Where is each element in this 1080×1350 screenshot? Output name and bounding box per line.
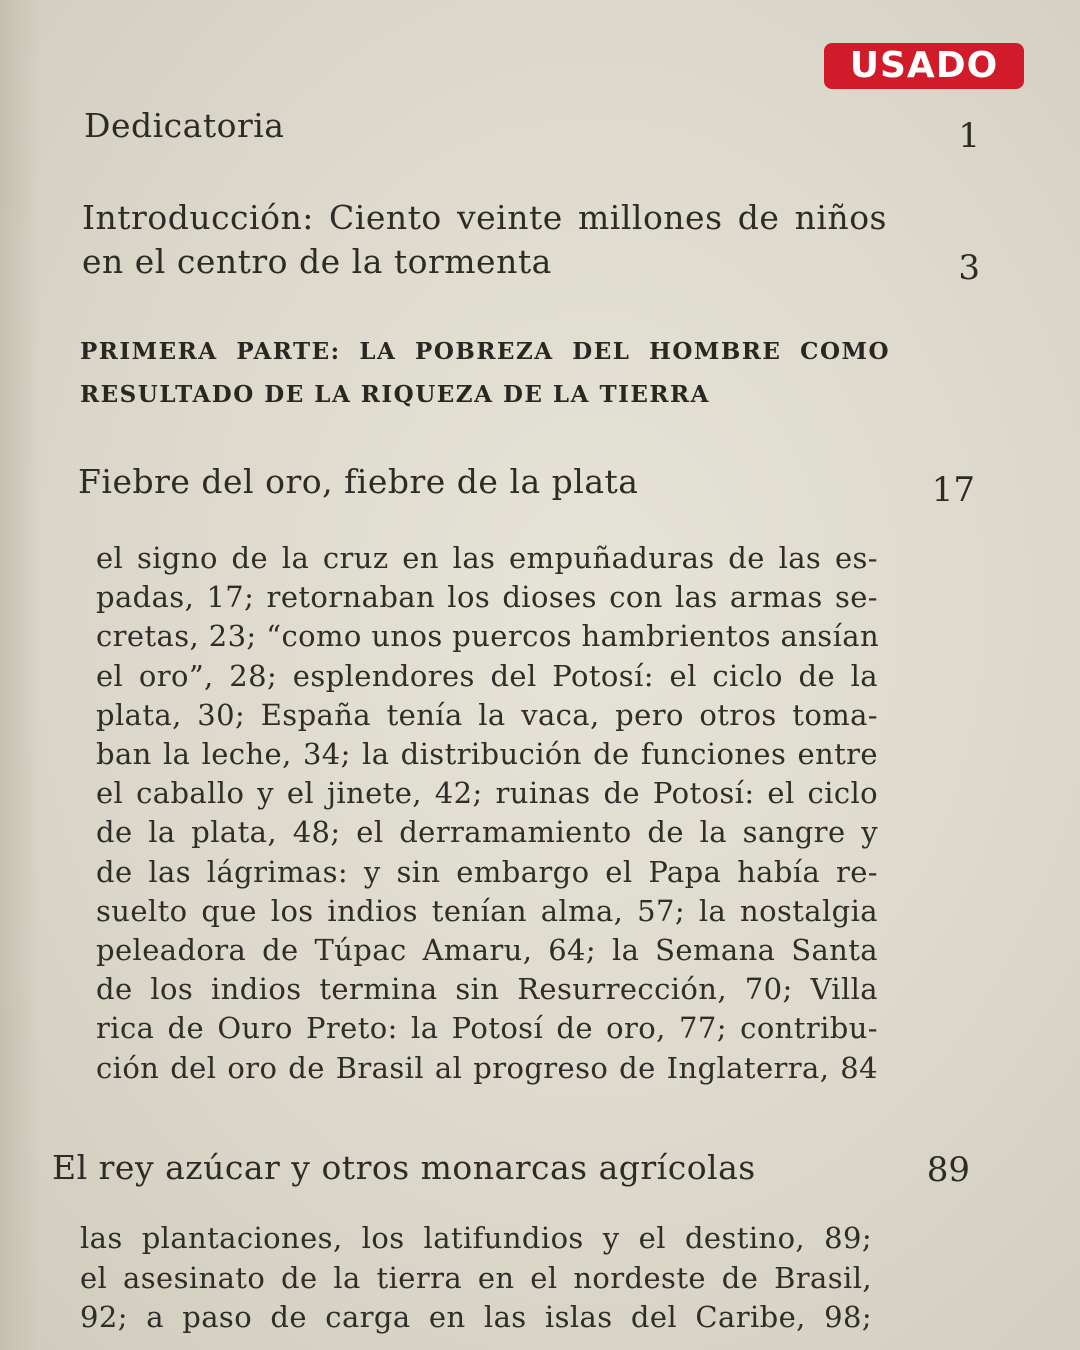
summary-line: ban la leche, 34; la distribución de funciones entre: [96, 737, 878, 772]
summary-line: ción del oro de Brasil al progreso de Inglaterra, 84: [96, 1050, 878, 1085]
toc-entry-rey-azucar-title: El rey azúcar y otros monarcas agrícolas: [52, 1148, 756, 1187]
summary-line: de los indios termina sin Resurrección, 70; Villa: [96, 972, 878, 1007]
toc-entry-rey-azucar-summary: [80, 1219, 872, 1338]
toc-entry-dedicatoria-page: 1: [958, 116, 980, 156]
summary-line: el caballo y el jinete, 42; ruinas de Potosí: el ciclo: [96, 776, 878, 811]
toc-entry-introduccion-line: en el centro de la tormenta: [82, 242, 552, 281]
summary-line: el signo de la cruz en las empuñaduras de las es-: [96, 541, 878, 575]
summary-line: cretas, 23; “como unos puercos hambrientos ansían: [96, 619, 880, 654]
toc-entry-introduccion-line: Introducción: Ciento veinte millones de niños: [82, 198, 887, 237]
summary-line: rica de Ouro Preto: la Potosí de oro, 77; contribu-: [96, 1011, 878, 1046]
summary-line: el oro”, 28; esplendores del Potosí: el ciclo de la: [96, 658, 878, 693]
toc-entry-introduccion: [82, 196, 887, 284]
toc-entry-dedicatoria-title: Dedicatoria: [84, 106, 285, 145]
summary-line: 92; a paso de carga en las islas del Caribe, 98;: [80, 1300, 872, 1334]
summary-line: las plantaciones, los latifundios y el destino, 89;: [80, 1221, 872, 1255]
summary-line: el asesinato de la tierra en el nordeste de Brasil,: [80, 1260, 872, 1295]
part-heading: [80, 330, 890, 416]
part-heading-line: RESULTADO DE LA RIQUEZA DE LA TIERRA: [80, 381, 710, 408]
toc-entry-rey-azucar-page: 89: [926, 1150, 970, 1190]
toc-entry-fiebre-title: Fiebre del oro, fiebre de la plata: [78, 462, 639, 501]
toc-entry-fiebre-summary: [96, 539, 878, 1088]
summary-line: peleadora de Túpac Amaru, 64; la Semana Santa: [96, 933, 878, 968]
summary-line: plata, 30; España tenía la vaca, pero otros toma-: [96, 697, 878, 732]
part-heading-line: PRIMERA PARTE: LA POBREZA DEL HOMBRE COMO: [80, 338, 890, 365]
page-edge-shadow: [0, 0, 40, 1350]
used-badge: USADO: [824, 43, 1024, 89]
toc-entry-introduccion-page: 3: [958, 248, 980, 288]
summary-line: de las lágrimas: y sin embargo el Papa había re-: [96, 854, 878, 889]
summary-line: suelto que los indios tenían alma, 57; la nostalgia: [96, 893, 878, 928]
toc-entry-fiebre-page: 17: [931, 470, 975, 510]
summary-line: de la plata, 48; el derramamiento de la sangre y: [96, 815, 878, 850]
summary-line: padas, 17; retornaban los dioses con las armas se-: [96, 580, 878, 615]
